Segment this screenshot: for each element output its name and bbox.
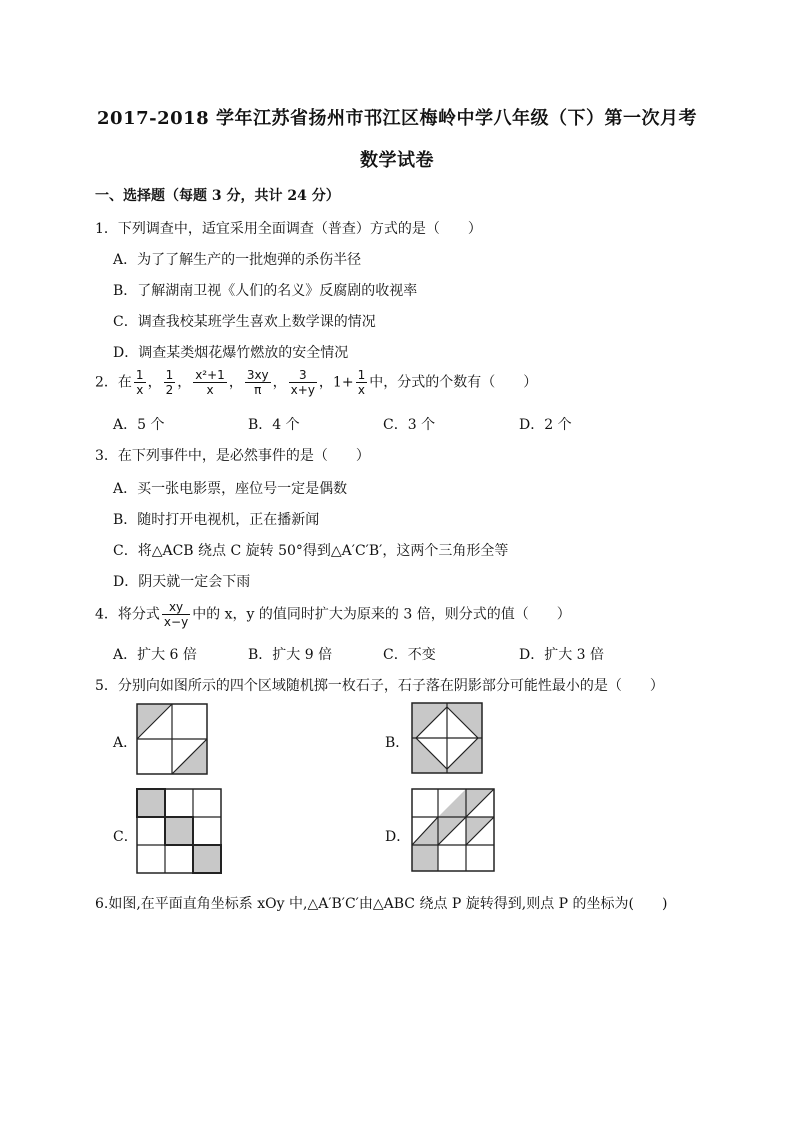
figure-a-shade-1	[137, 704, 171, 738]
question-3-option-d: D．阴天就一定会下雨	[113, 574, 251, 590]
fraction-3-over-xplusy: $\frac{3}{x+y}$	[290, 368, 315, 397]
q2-prefix: 2．在	[95, 374, 132, 391]
question-3-option-c: C．将△ACB 绕点 C 旋转 50°得到△A′C′B′，这两个三角形全等	[113, 543, 509, 559]
figure-b-label: B．	[385, 735, 410, 751]
question-3-stem: 3．在下列事件中，是必然事件的是（ ）	[95, 448, 370, 464]
fraction-x2plus1-over-x: $\frac{\text{x²+1}}{x}$	[195, 368, 225, 397]
exam-subtitle: 数学试卷	[360, 150, 434, 171]
question-3-option-b: B．随时打开电视机，正在播新闻	[113, 512, 320, 528]
question-1-option-d: D．调查某类烟花爆竹燃放的安全情况	[113, 345, 349, 361]
question-1-option-b: B．了解湖南卫视《人们的名义》反腐剧的收视率	[113, 283, 418, 299]
fraction-1-over-2: $\frac{1}{2}$	[165, 368, 174, 397]
figure-c-label: C．	[113, 829, 138, 845]
figure-c-shade-2	[165, 817, 193, 845]
figure-b	[411, 702, 483, 774]
question-4-option-b: B．扩大 9 倍	[248, 647, 333, 663]
section-heading: 一、选择题（每题 3 分，共计 24 分）	[95, 188, 340, 204]
figure-d	[411, 788, 495, 872]
question-1-stem: 1．下列调查中，适宜采用全面调查（普查）方式的是（ ）	[95, 221, 482, 237]
figure-c-shade-3	[193, 845, 221, 873]
question-4-option-c: C．不变	[383, 647, 436, 663]
question-2-option-b: B．4 个	[248, 417, 300, 433]
question-1-option-a: A．为了了解生产的一批炮弹的杀伤半径	[113, 252, 362, 268]
question-3-option-a: A．买一张电影票，座位号一定是偶数	[113, 481, 348, 497]
figure-a	[136, 703, 208, 775]
question-4-option-a: A．扩大 6 倍	[113, 647, 197, 663]
figure-c	[136, 788, 222, 874]
question-2-option-c: C．3 个	[383, 417, 436, 433]
exam-title: 2017-2018 学年江苏省扬州市邗江区梅岭中学八年级（下）第一次月考	[97, 108, 697, 129]
question-4-stem: 4．将分式 $\frac{xy}{x-y}$ 中的 x，y 的值同时扩大为原来的 3 倍，则分式的值（ ）	[95, 600, 571, 629]
fraction-1-over-x: $\frac{1}{x}$	[135, 368, 144, 397]
question-2-stem: 2．在 $\frac{1}{x}$ ， $\frac{1}{2}$ ， $\frac{\text{x²+1}}{x}$ ， $\frac{3xy}{\pi}$ ， $\frac{3}{x+y}$ ，1+ $\frac{1}{x}$ 中，分式的个数有（ ）	[95, 368, 538, 397]
question-4-option-d: D．扩大 3 倍	[519, 647, 605, 663]
figure-c-shade-1	[137, 789, 165, 817]
fraction-3xy-over-pi: $\frac{3xy}{\pi}$	[246, 368, 269, 397]
question-2-option-d: D．2 个	[519, 417, 572, 433]
figure-d-label: D．	[385, 829, 411, 845]
fraction-xy-over-x-minus-y: $\frac{xy}{x-y}$	[163, 600, 189, 629]
figure-d-shade-4	[412, 845, 438, 871]
question-5-stem: 5．分别向如图所示的四个区域随机掷一枚石子，石子落在阴影部分可能性最小的是（ ）	[95, 678, 664, 694]
fraction-1-over-x-2: $\frac{1}{x}$	[357, 368, 366, 397]
question-2-option-a: A．5 个	[113, 417, 165, 433]
question-1-option-c: C．调查我校某班学生喜欢上数学课的情况	[113, 314, 376, 330]
figure-a-label: A．	[113, 735, 138, 751]
question-6-stem: 6.如图,在平面直角坐标系 xOy 中,△A′B′C′由△ABC 绕点 P 旋转得到,则点 P 的坐标为( )	[95, 896, 668, 912]
